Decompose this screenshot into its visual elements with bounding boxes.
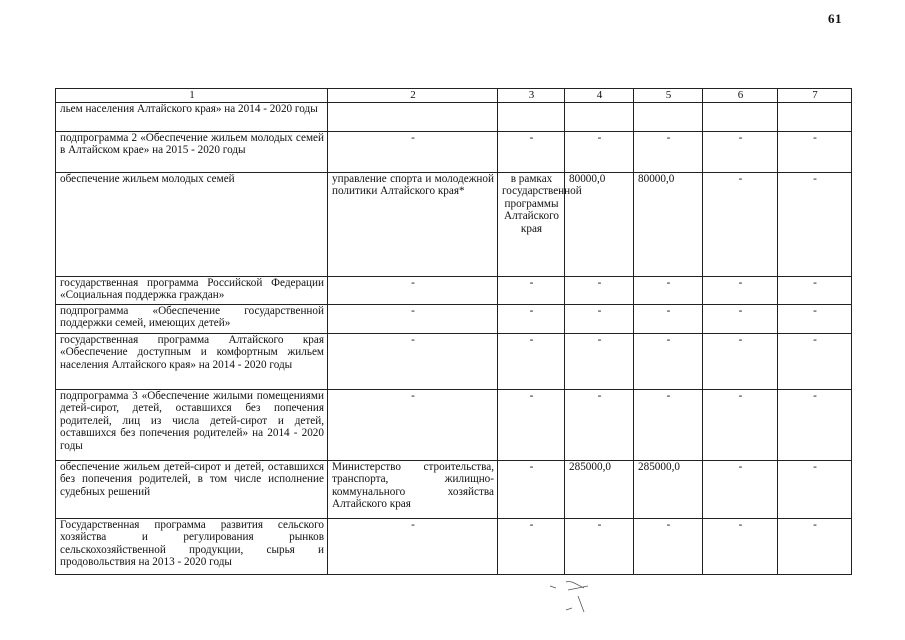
table-row [56,305,852,334]
table-cell: - [634,334,703,390]
table-cell: - [778,390,852,461]
column-header: 3 [498,89,565,103]
table-cell [565,103,634,132]
table-cell: государственная программа Российской Федерации «Социальная поддержка граждан» [56,277,328,305]
column-header: 7 [778,89,852,103]
table-cell: - [778,519,852,575]
table-cell: 80000,0 [634,173,703,277]
table-row [56,103,852,132]
column-header: 1 [56,89,328,103]
table-cell: - [328,305,498,334]
table-cell: - [498,277,565,305]
table-cell: - [703,461,778,519]
table-cell: - [328,277,498,305]
table-cell: подпрограмма 3 «Обеспечение жилыми помещениями детей-сирот, детей, оставшихся без попечения родителей, лиц из числа детей-сирот и детей, оставшихся без попечения родителей» на 2014 - 2020 годы [56,390,328,461]
table-cell: - [778,461,852,519]
table-cell: - [498,390,565,461]
table-cell: - [703,334,778,390]
table-cell: - [498,305,565,334]
table-cell: обеспечение жильем детей-сирот и детей, оставшихся без попечения родителей, в том числе исполнение судебных решений [56,461,328,519]
table-cell: - [328,390,498,461]
table-row [56,390,852,461]
page-number: 61 [828,11,842,26]
table-cell: - [634,305,703,334]
table-cell: - [703,277,778,305]
table-cell: - [565,519,634,575]
table-cell: - [498,461,565,519]
table-cell: - [703,173,778,277]
table-cell: - [778,132,852,173]
table-cell: - [565,390,634,461]
table-cell: Министерство строительства, транспорта, жилищно-коммунального хозяйства Алтайского края [328,461,498,519]
table-cell [498,103,565,132]
table-cell: - [703,519,778,575]
table-cell: - [565,277,634,305]
column-header: 6 [703,89,778,103]
table-cell: - [778,334,852,390]
table-cell: подпрограмма 2 «Обеспечение жильем молодых семей в Алтайском крае» на 2015 - 2020 годы [56,132,328,173]
table-cell: - [498,519,565,575]
table-cell: - [328,519,498,575]
table-cell [328,103,498,132]
table-cell: - [703,305,778,334]
table-cell: в рамках государственной программы Алтайского края [498,173,565,277]
column-header: 4 [565,89,634,103]
table-cell: - [778,305,852,334]
table-row [56,461,852,519]
table-row [56,277,852,305]
table-cell [778,103,852,132]
table-row [56,334,852,390]
table-cell [634,103,703,132]
table-cell: - [634,519,703,575]
table-cell: льем населения Алтайского края» на 2014 - 2020 годы [56,103,328,132]
table-row [56,519,852,575]
table-cell: - [634,132,703,173]
table-cell: управление спорта и молодежной политики Алтайского края* [328,173,498,277]
handwritten-mark [548,578,598,614]
table-cell: - [634,390,703,461]
program-table [55,88,852,575]
table-cell: обеспечение жильем молодых семей [56,173,328,277]
table-cell: - [498,132,565,173]
column-header: 5 [634,89,703,103]
table-row [56,173,852,277]
table-row [56,132,852,173]
table-cell: - [498,334,565,390]
table-cell: - [565,132,634,173]
table-cell [703,103,778,132]
table-cell: Государственная программа развития сельского хозяйства и регулирования рынков сельскохозяйственной продукции, сырья и продовольствия на 2013 - 2020 годы [56,519,328,575]
table-cell: подпрограмма «Обеспечение государственной поддержки семей, имеющих детей» [56,305,328,334]
column-header: 2 [328,89,498,103]
table-cell: - [634,277,703,305]
table-cell: 80000,0 [565,173,634,277]
table-cell: - [703,132,778,173]
table-header-row [56,89,852,103]
table-cell: 285000,0 [634,461,703,519]
table-cell: - [565,334,634,390]
table-cell: - [703,390,778,461]
table-cell: 285000,0 [565,461,634,519]
table-cell: - [328,334,498,390]
table-cell: - [778,277,852,305]
table-cell: государственная программа Алтайского края «Обеспечение доступным и комфортным жильем населения Алтайского края» на 2014 - 2020 годы [56,334,328,390]
table-cell: - [778,173,852,277]
table-cell: - [565,305,634,334]
table-cell: - [328,132,498,173]
